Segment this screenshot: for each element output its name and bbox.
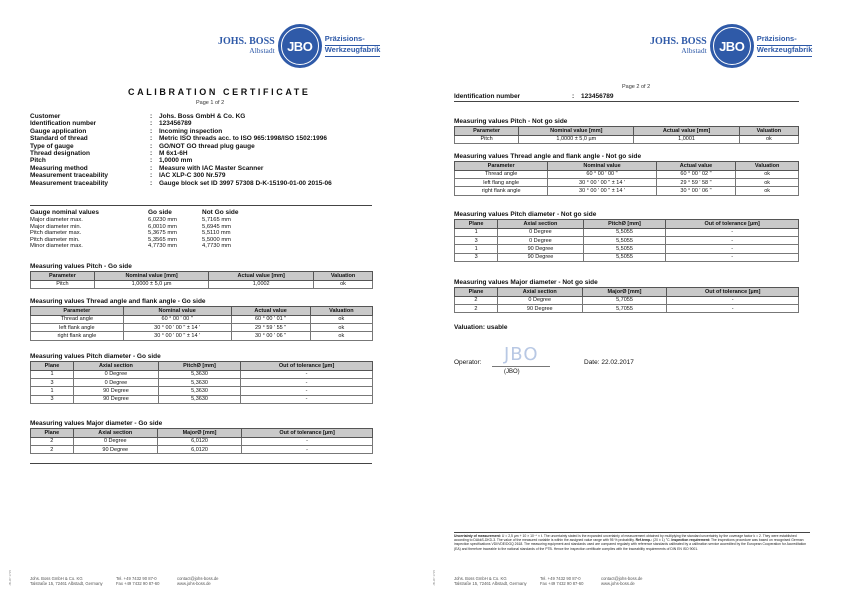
table-cell: ok (736, 178, 799, 186)
table-cell: 90 Degree (497, 304, 582, 312)
info-key: Thread designation (30, 149, 90, 157)
valuation-result: Valuation: usable (454, 324, 508, 331)
table-cell: ok (310, 323, 372, 331)
table-cell: 30 ° 00 ' 00 " ± 14 ' (548, 178, 656, 186)
table-cell: 5,5055 (583, 253, 666, 261)
table-cell: 29 ° 59 ' 58 " (656, 178, 736, 186)
table-header-cell: Nominal value [mm] (94, 272, 209, 281)
table-header-cell: MajorØ [mm] (157, 429, 241, 438)
info-key: Measurement traceability (30, 179, 109, 187)
gauge-nominal-cell: Pitch diameter min. (30, 236, 80, 243)
certificate-date: Date: 22.02.2017 (584, 359, 634, 366)
info-row (30, 143, 370, 150)
info-row (30, 128, 370, 135)
gauge-nominal-cell: 5,6945 mm (202, 223, 231, 230)
table-cell: 1,0000 ± 5,0 µm (94, 280, 209, 288)
section-title: Measuring values Pitch diameter - Not go side (454, 211, 597, 218)
table-header-cell: Valuation (736, 162, 799, 171)
gauge-nominal-heading: Gauge nominal values (30, 209, 99, 216)
info-value: Gauge block set ID 3997 57308 D-K-15190-01-00 2015-06 (159, 179, 332, 187)
table-cell: 2 (455, 304, 498, 312)
table-header-cell: Valuation (314, 272, 373, 281)
table-cell: 30 ° 00 ' 06 " (656, 187, 736, 195)
info-row (30, 135, 370, 142)
gauge-nominal-cell: Pitch diameter max. (30, 230, 82, 237)
table-cell: 2 (31, 445, 74, 453)
gauge-nominal-heading: Not Go side (202, 209, 239, 216)
measurement-section (454, 278, 799, 313)
info-value: Metric ISO threads acc. to ISO 965:1998/ISO 1502:1996 (159, 135, 328, 143)
table-cell: right flank angle (455, 187, 548, 195)
info-value: Incoming inspection (159, 127, 223, 135)
info-colon: : (150, 179, 153, 187)
table-header-cell: Valuation (739, 127, 798, 136)
measurement-section (30, 419, 373, 454)
table-cell: 3 (455, 253, 498, 261)
table-header-cell: Plane (455, 220, 498, 229)
table-cell: 60 ° 00 ' 00 " (548, 170, 656, 178)
table-header-cell: Nominal value (123, 307, 231, 316)
table-header-cell: Out of tolerance [µm] (241, 362, 373, 371)
measurement-table (454, 287, 799, 313)
table-row (31, 395, 373, 403)
info-colon: : (150, 127, 153, 135)
section-title: Measuring values Major diameter - Go side (30, 420, 163, 427)
measurement-table (30, 271, 373, 289)
section-title: Measuring values Major diameter - Not go side (454, 279, 598, 286)
table-cell: 5,3630 (158, 395, 240, 403)
footer-phone: Tel. +49 7432 90 87-0 Fax +49 7432 90 87-60 (540, 576, 584, 587)
table-cell: 30 ° 00 ' 00 " ± 14 ' (123, 323, 231, 331)
page-number: Page 1 of 2 (196, 100, 225, 106)
table-cell: 1 (31, 387, 74, 395)
table-header-cell: Axial section (73, 429, 157, 438)
table-cell: Pitch (455, 135, 519, 143)
table-header-cell: Nominal value (548, 162, 656, 171)
logo-name: JOHS. BOSS (650, 35, 707, 47)
logo-city: Albstadt (681, 46, 707, 56)
table-cell: 2 (31, 437, 74, 445)
gauge-nominal-cell: 5,3565 mm (148, 236, 177, 243)
measurement-table (30, 361, 373, 404)
table-row (455, 253, 799, 261)
logo-tag-2: Werkzeugfabrik (757, 46, 813, 57)
table-cell: 60 ° 00 ' 01 " (231, 315, 310, 323)
table-cell: ok (310, 332, 372, 340)
table-cell: 6,0120 (157, 445, 241, 453)
table-row (31, 315, 373, 323)
info-colon: : (150, 120, 153, 128)
table-cell: 5,3630 (158, 378, 240, 386)
table-cell: - (666, 228, 799, 236)
logo-tag-1: Präzisions- (325, 35, 381, 46)
table-header-cell: Plane (31, 429, 74, 438)
gauge-nominal-values (30, 209, 262, 250)
table-cell: 5,5055 (583, 228, 666, 236)
operator-label: Operator: (454, 359, 482, 366)
footer-contact: contact@johs-boss.de www.johs-boss.de (177, 576, 219, 587)
measurement-table (454, 219, 799, 262)
table-cell: 6,0120 (157, 437, 241, 445)
signer-name: (JBO) (504, 369, 520, 375)
table-header-cell: PitchØ [mm] (158, 362, 240, 371)
table-cell: 0 Degree (73, 437, 157, 445)
table-row (31, 378, 373, 386)
signature: JBO (504, 344, 539, 365)
info-value: 1,0000 mm (159, 157, 193, 165)
table-cell: 90 Degree (73, 387, 158, 395)
table-header-cell: Actual value (231, 307, 310, 316)
table-cell: 1,0000 ± 5,0 µm (519, 135, 634, 143)
divider (30, 463, 372, 464)
info-colon: : (150, 135, 153, 143)
table-header-cell: Actual value [mm] (209, 272, 314, 281)
info-colon: : (150, 113, 153, 120)
table-header-cell: MajorØ [mm] (582, 288, 667, 297)
table-header-cell: Actual value (656, 162, 736, 171)
table-cell: right flank angle (31, 332, 124, 340)
table-header-cell: Valuation (310, 307, 372, 316)
table-cell: 1 (455, 245, 498, 253)
gauge-nominal-header (30, 209, 262, 217)
table-header-cell: Axial section (497, 288, 582, 297)
info-key: Measuring method (30, 164, 88, 172)
gauge-nominal-cell: 6,0010 mm (148, 223, 177, 230)
table-cell: - (666, 236, 799, 244)
gauge-nominal-heading: Go side (148, 209, 172, 216)
table-cell: 1,0002 (209, 280, 314, 288)
gauge-nominal-cell: 5,5110 mm (202, 230, 231, 237)
jbo-badge-icon: JBO (710, 24, 754, 68)
footer-contact: contact@johs-boss.de www.johs-boss.de (601, 576, 643, 587)
table-header-cell: Parameter (455, 127, 519, 136)
gauge-nominal-cell: Minor diameter max. (30, 243, 83, 250)
table-cell: 3 (31, 395, 74, 403)
measurement-table (454, 126, 799, 144)
section-title: Measuring values Thread angle and flank angle - Not go side (454, 153, 642, 160)
info-row (30, 120, 370, 127)
divider (30, 205, 372, 206)
table-cell: 90 Degree (73, 445, 157, 453)
table-row (455, 228, 799, 236)
table-cell: 90 Degree (498, 245, 583, 253)
footer-address: Johs. Boss GmbH & Co. KG Talstraße 15, 72461 Albstadt, Germany (30, 576, 103, 587)
info-value: 123456789 (159, 120, 192, 128)
info-key: Pitch (30, 157, 46, 165)
info-row (30, 165, 370, 172)
table-row (31, 323, 373, 331)
table-cell: 29 ° 59 ' 55 " (231, 323, 310, 331)
table-cell: 0 Degree (498, 228, 583, 236)
table-header-cell: Parameter (455, 162, 548, 171)
measurement-section (30, 297, 373, 341)
section-title: Measuring values Pitch - Go side (30, 263, 132, 270)
logo-tag-2: Werkzeugfabrik (325, 46, 381, 57)
table-header-cell: Parameter (31, 272, 95, 281)
table-cell: 3 (455, 236, 498, 244)
table-header-cell: Plane (455, 288, 498, 297)
table-cell: 0 Degree (498, 236, 583, 244)
table-cell: 5,3630 (158, 387, 240, 395)
gauge-nominal-cell: 4,7730 mm (202, 243, 231, 250)
table-cell: 5,3630 (158, 370, 240, 378)
table-header-cell: Plane (31, 362, 74, 371)
table-row (455, 187, 799, 195)
document-code: JB-ZP 1715 (8, 570, 12, 586)
table-cell: 90 Degree (73, 395, 158, 403)
table-cell: 1 (31, 370, 74, 378)
measurement-section (30, 262, 373, 289)
signature-line (492, 366, 550, 367)
table-row (455, 304, 799, 312)
info-key: Type of gauge (30, 142, 74, 150)
divider (454, 532, 810, 533)
table-header-cell: Actual value [mm] (634, 127, 739, 136)
table-cell: 60 ° 00 ' 02 " (656, 170, 736, 178)
table-cell: 5,7055 (582, 296, 667, 304)
table-cell: 0 Degree (497, 296, 582, 304)
info-colon: : (150, 142, 153, 150)
table-cell: 60 ° 00 ' 00 " (123, 315, 231, 323)
table-header-cell: Out of tolerance [µm] (242, 429, 373, 438)
table-header-cell: Out of tolerance [µm] (666, 220, 799, 229)
info-key: Measurement traceability (30, 172, 109, 180)
company-logo (218, 24, 380, 68)
gauge-nominal-cell: 6,0230 mm (148, 217, 177, 223)
footer-address: Johs. Boss GmbH & Co. KG Talstraße 15, 72461 Albstadt, Germany (454, 576, 527, 587)
info-value: Johs. Boss GmbH & Co. KG (159, 113, 246, 120)
table-cell: left flang angle (455, 178, 548, 186)
table-row (31, 370, 373, 378)
gauge-nominal-row (30, 217, 262, 224)
table-cell: - (241, 378, 373, 386)
measurement-section (30, 352, 373, 404)
identification-number: Identification number : 123456789 (454, 93, 799, 102)
table-cell: 3 (31, 378, 74, 386)
logo-city: Albstadt (249, 46, 275, 56)
table-cell: 0 Degree (73, 370, 158, 378)
table-cell: Thread angle (31, 315, 124, 323)
table-cell: 90 Degree (498, 253, 583, 261)
table-cell: 5,7055 (582, 304, 667, 312)
table-cell: - (241, 370, 373, 378)
info-key: Customer (30, 113, 61, 120)
gauge-nominal-row (30, 230, 262, 237)
info-colon: : (150, 172, 153, 180)
table-cell: - (666, 245, 799, 253)
info-key: Identification number (30, 120, 97, 128)
info-value: Measure with IAC Master Scanner (159, 164, 264, 172)
table-cell: - (667, 296, 799, 304)
gauge-nominal-cell: Major diameter min. (30, 223, 82, 230)
gauge-nominal-cell: 5,7165 mm (202, 217, 231, 223)
info-key: Standard of thread (30, 135, 88, 143)
gauge-nominal-cell: 4,7730 mm (148, 243, 177, 250)
table-cell: left flank angle (31, 323, 124, 331)
jbo-badge-icon: JBO (278, 24, 322, 68)
gauge-nominal-cell: Major diameter max. (30, 217, 83, 223)
table-cell: 0 Degree (73, 378, 158, 386)
measurement-table (30, 428, 373, 454)
table-row (455, 236, 799, 244)
gauge-nominal-row (30, 224, 262, 231)
table-header-cell: Parameter (31, 307, 124, 316)
company-logo (650, 24, 812, 68)
table-cell: - (241, 395, 373, 403)
measurement-section (454, 210, 799, 262)
info-row (30, 113, 370, 120)
gauge-nominal-cell: 5,3675 mm (148, 230, 177, 237)
table-cell: - (242, 445, 373, 453)
gauge-nominal-row (30, 237, 262, 244)
table-row (31, 280, 373, 288)
table-header-cell: PitchØ [mm] (583, 220, 666, 229)
table-header-cell: Axial section (73, 362, 158, 371)
table-cell: 30 ° 00 ' 00 " ± 14 ' (123, 332, 231, 340)
table-cell: Thread angle (455, 170, 548, 178)
table-header-cell: Out of tolerance [µm] (667, 288, 799, 297)
document-code: JB-ZP 1715 (432, 570, 436, 586)
table-row (455, 170, 799, 178)
table-cell: 30 ° 00 ' 00 " ± 14 ' (548, 187, 656, 195)
info-row (30, 157, 370, 164)
table-cell: ok (736, 187, 799, 195)
table-row (455, 178, 799, 186)
table-header-cell: Nominal value [mm] (519, 127, 634, 136)
footer-phone: Tel. +49 7432 90 87-0 Fax +49 7432 90 87-60 (116, 576, 160, 587)
table-cell: 2 (455, 296, 498, 304)
info-row (30, 180, 370, 187)
table-header-cell: Axial section (498, 220, 583, 229)
section-title: Measuring values Thread angle and flank angle - Go side (30, 298, 206, 305)
table-cell: - (666, 253, 799, 261)
info-colon: : (150, 157, 153, 165)
table-row (31, 445, 373, 453)
table-cell: 30 ° 00 ' 06 " (231, 332, 310, 340)
table-cell: - (241, 387, 373, 395)
table-cell: 5,5055 (583, 245, 666, 253)
certificate-title: CALIBRATION CERTIFICATE (128, 87, 311, 97)
logo-tag-1: Präzisions- (757, 35, 813, 46)
info-colon: : (150, 164, 153, 172)
info-key: Gauge application (30, 127, 87, 135)
info-value: IAC XLP-C 300 Nr.579 (159, 172, 226, 180)
table-row (455, 245, 799, 253)
measurement-section (454, 117, 799, 144)
uncertainty-note: Uncertainty of measurement: U = 2,5 µm + 10 × 10⁻⁶ × ℓ. The uncertainty stated is the expanded uncertainty of measurement obtained by multiplying the standard uncertainty by the coverage factor k = 2. They were established according to DAkkS-DKD-3. The value of the measured variable is within the assigned value range with 95 % probability. Ref.temp.: (20 ± 1) °C. Inspection requirement: The inspections procedure was based on recognised German inspection specifications VDI/VDE/DGQ 2618. The measuring equipment and standards used are compared regularly with reference standards calibrated by a calibration service accredited by the European Cooperation for Accreditation (EA) and therefore traceable to the national standards of the PTB. Hence the inspection certificate complies with the traceability requirements of DIN EN ISO 9001. (454, 534, 807, 551)
info-value: M 6x1-6H (159, 149, 188, 157)
table-cell: 1,0001 (634, 135, 739, 143)
table-cell: ok (736, 170, 799, 178)
table-row (31, 437, 373, 445)
section-title: Measuring values Pitch diameter - Go side (30, 353, 161, 360)
page-number: Page 2 of 2 (622, 84, 651, 90)
gauge-nominal-cell: 5,5000 mm (202, 236, 231, 243)
table-row (31, 387, 373, 395)
measurement-section (454, 152, 799, 196)
info-value: GO/NOT GO thread plug gauge (159, 142, 255, 150)
measurement-table (30, 306, 373, 341)
table-row (31, 332, 373, 340)
certificate-info-list (30, 113, 370, 187)
info-row (30, 150, 370, 157)
table-cell: ok (314, 280, 373, 288)
info-row (30, 172, 370, 179)
table-cell: 5,5055 (583, 236, 666, 244)
section-title: Measuring values Pitch - Not go side (454, 118, 568, 125)
table-cell: 1 (455, 228, 498, 236)
table-cell: Pitch (31, 280, 95, 288)
logo-name: JOHS. BOSS (218, 35, 275, 47)
table-cell: - (242, 437, 373, 445)
table-cell: - (667, 304, 799, 312)
gauge-nominal-row (30, 243, 262, 250)
table-row (455, 135, 799, 143)
table-cell: ok (310, 315, 372, 323)
info-colon: : (150, 149, 153, 157)
measurement-table (454, 161, 799, 196)
certificate-page-2 (424, 0, 848, 600)
table-row (455, 296, 799, 304)
table-cell: ok (739, 135, 798, 143)
